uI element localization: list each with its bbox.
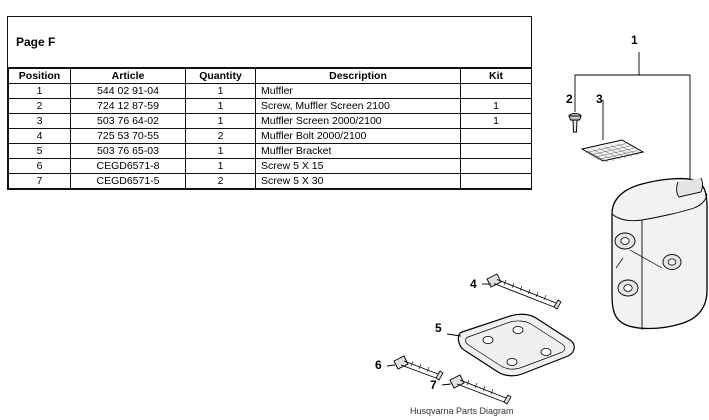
cell-description: Screw, Muffler Screen 2100 [256,99,461,114]
cell-position: 3 [9,114,71,129]
page-title: Page F [16,35,56,49]
cell-description: Muffler Screen 2000/2100 [256,114,461,129]
callout-label-1: 1 [631,33,638,47]
cell-quantity: 1 [186,159,256,174]
diagram-svg [360,0,709,420]
callout-label-6: 6 [375,358,382,372]
cell-description: Screw 5 X 15 [256,159,461,174]
cell-article: CEGD6571-5 [71,174,186,189]
cell-quantity: 1 [186,114,256,129]
cell-position: 2 [9,99,71,114]
cell-quantity: 1 [186,84,256,99]
leader-line-1 [575,52,690,200]
cell-article: 503 76 65-03 [71,144,186,159]
column-header-kit: Kit [461,69,532,84]
column-header-article: Article [71,69,186,84]
part-muffler-bracket [458,314,574,375]
callout-label-7: 7 [430,378,437,392]
column-header-quantity: Quantity [186,69,256,84]
cell-kit: 1 [461,114,532,129]
cell-position: 5 [9,144,71,159]
exploded-parts-diagram [360,0,709,420]
cell-description: Muffler Bolt 2000/2100 [256,129,461,144]
column-header-position: Position [9,69,71,84]
callout-label-5: 5 [435,321,442,335]
leader-line-7 [442,384,451,385]
cell-quantity: 1 [186,99,256,114]
cell-article: 725 53 70-55 [71,129,186,144]
part-muffler-bolt [487,274,561,309]
column-header-description: Description [256,69,461,84]
leader-line-6 [387,365,395,366]
cell-position: 7 [9,174,71,189]
cell-position: 6 [9,159,71,174]
part-muffler-body [612,178,707,330]
cell-quantity: 1 [186,144,256,159]
callout-label-4: 4 [470,277,477,291]
part-muffler-screen [582,140,643,162]
cell-position: 1 [9,84,71,99]
cell-article: 544 02 91-04 [71,84,186,99]
part-screw-muffler-screen [569,114,581,132]
callout-label-3: 3 [596,92,603,106]
part-screw-5x15 [394,356,443,380]
cell-article: 724 12 87-59 [71,99,186,114]
part-screw-5x30 [450,375,511,404]
cell-position: 4 [9,129,71,144]
cell-quantity: 2 [186,174,256,189]
cell-quantity: 2 [186,129,256,144]
cell-kit: 1 [461,99,532,114]
cell-description: Muffler Bracket [256,144,461,159]
cell-article: 503 76 64-02 [71,114,186,129]
cell-description: Screw 5 X 30 [256,174,461,189]
cell-description: Muffler [256,84,461,99]
callout-label-2: 2 [566,92,573,106]
diagram-footnote: Husqvarna Parts Diagram [410,406,514,416]
cell-article: CEGD6571-8 [71,159,186,174]
